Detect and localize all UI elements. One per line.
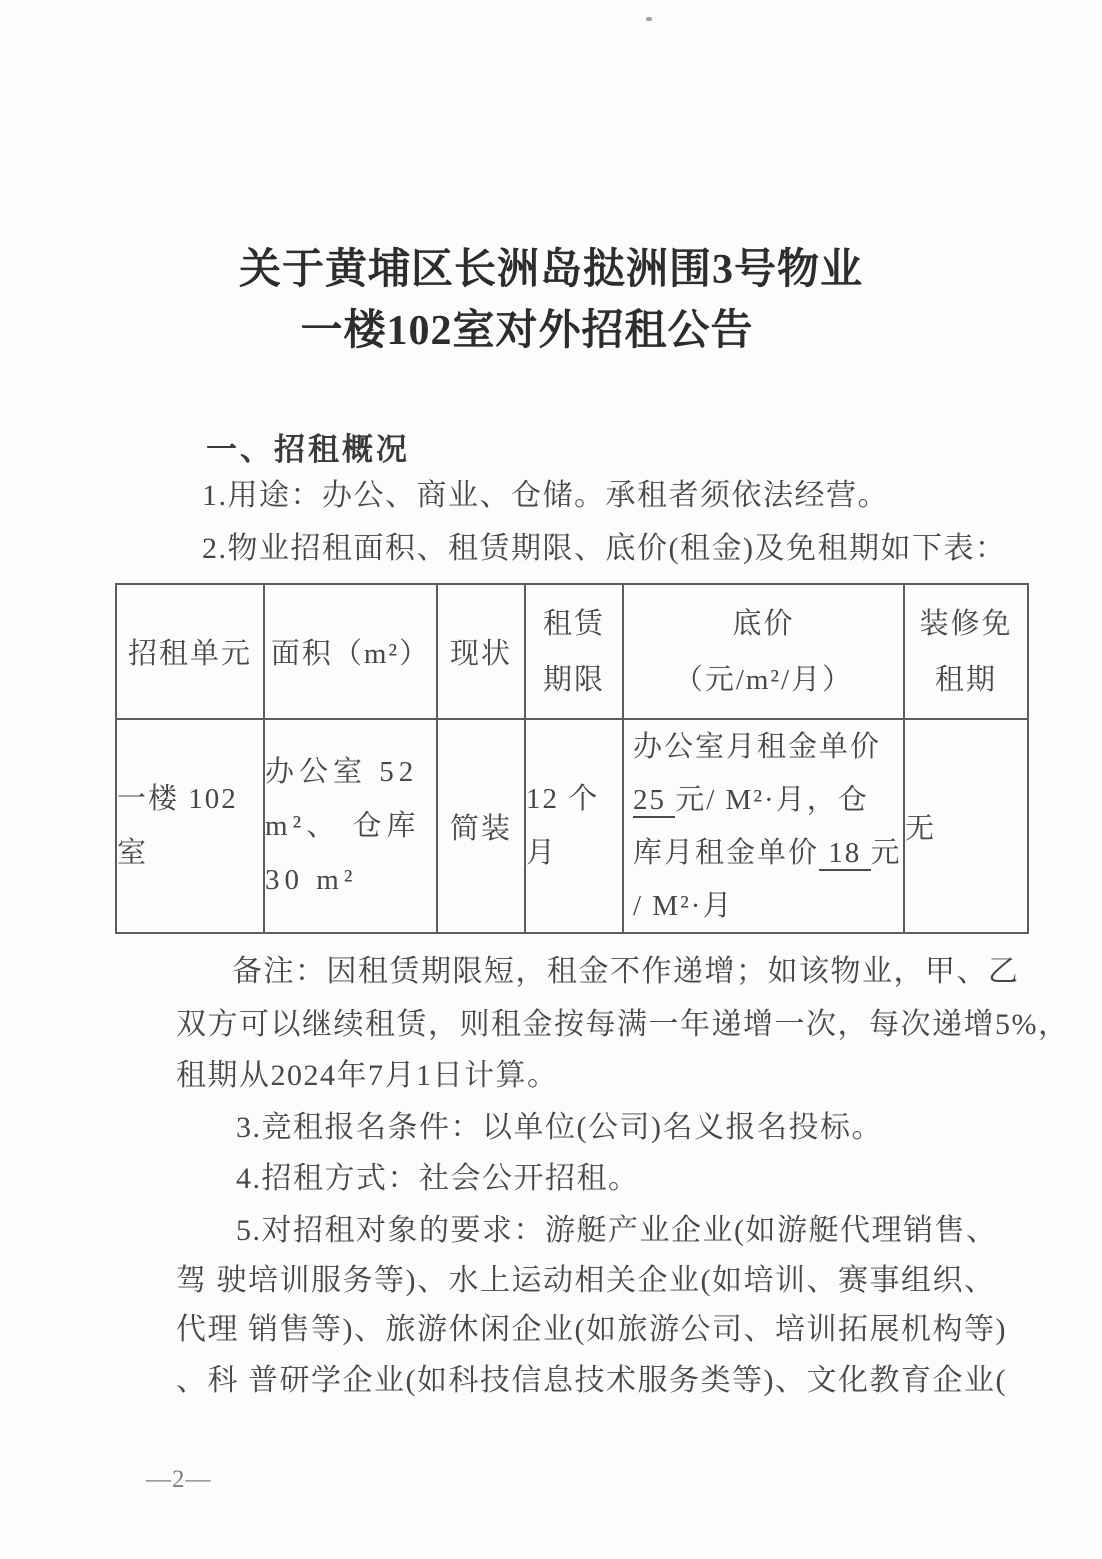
cell-area-line-3: 30 m² <box>265 864 358 896</box>
header-lease-term <box>525 584 623 719</box>
rent-table-data-row <box>116 719 1028 933</box>
cell-base-price-line-2: 25 元/ M²·月，仓 <box>633 784 869 816</box>
rent-table <box>115 583 1029 934</box>
page-number: —2— <box>146 1466 212 1493</box>
header-area: 面积（m²） <box>264 584 437 719</box>
header-base-price-line-1: 底价 <box>732 607 795 640</box>
cell-unit <box>116 719 264 933</box>
cell-rent-free: 无 <box>904 719 1028 933</box>
document-title <box>0 240 1102 362</box>
cell-area <box>264 719 437 933</box>
title-line-1: 关于黄埔区长洲岛挞洲围3号物业 <box>238 247 863 293</box>
cell-condition: 简装 <box>437 719 525 933</box>
note-line-3: 租期从2024年7月1日计算。 <box>176 1059 559 1092</box>
cell-unit-line-2: 室 <box>117 837 149 869</box>
cell-lease-term-line-1: 12 个 <box>526 783 600 815</box>
rent-table-header-row <box>116 584 1028 719</box>
paragraph-tenant-requirement-line-2: 驾 驶培训服务等)、水上运动相关企业(如培训、赛事组织、 <box>176 1264 996 1297</box>
title-line-2: 一楼102室对外招租公告 <box>300 308 754 354</box>
header-condition: 现状 <box>437 584 525 719</box>
header-lease-term-line-2: 期限 <box>542 663 605 696</box>
cell-lease-term <box>525 719 623 933</box>
header-rent-free-line-1: 装修免 <box>919 607 1013 640</box>
paragraph-tenant-requirement-line-3: 代理 销售等)、旅游休闲企业(如旅游公司、培训拓展机构等) <box>176 1313 1007 1346</box>
header-base-price-line-2: （元/m²/月） <box>673 663 854 696</box>
header-rent-free <box>904 584 1028 719</box>
scan-speck <box>646 17 652 21</box>
paragraph-tenant-requirement-line-4: 、科 普研学企业(如科技信息技术服务类等)、文化教育企业( <box>176 1364 1007 1397</box>
header-rent-free-line-2: 租期 <box>934 663 997 696</box>
cell-unit-line-1: 一楼 102 <box>117 783 238 815</box>
cell-base-price-line-1: 办公室月租金单价 <box>633 731 882 763</box>
cell-base-price-line-4: / M²·月 <box>633 890 734 922</box>
section-heading: 一、招租概况 <box>206 432 410 467</box>
cell-base-price <box>623 719 904 933</box>
paragraph-table-intro: 2.物业招租面积、租赁期限、底价(租金)及免租期如下表： <box>202 532 1007 565</box>
paragraph-usage: 1.用途：办公、商业、仓储。承租者须依法经营。 <box>202 479 889 512</box>
header-unit: 招租单元 <box>116 584 264 719</box>
header-base-price <box>623 584 904 719</box>
note-line-1: 备注：因租赁期限短，租金不作递增；如该物业，甲、乙 <box>232 955 1020 988</box>
cell-area-line-1: 办公室 52 <box>265 756 419 788</box>
paragraph-bid-condition: 3.竞租报名条件：以单位(公司)名义报名投标。 <box>236 1111 883 1144</box>
cell-area-line-2: m²、 仓库 <box>265 810 421 842</box>
header-lease-term-line-1: 租赁 <box>542 607 605 640</box>
cell-base-price-line-3: 库月租金单价 18 元 <box>633 837 902 869</box>
paragraph-lease-method: 4.招租方式：社会公开招租。 <box>236 1162 640 1195</box>
note-line-2: 双方可以继续租赁，则租金按每满一年递增一次，每次递增5%， <box>176 1008 1070 1041</box>
cell-lease-term-line-2: 月 <box>526 837 558 869</box>
paragraph-tenant-requirement-line-1: 5.对招租对象的要求：游艇产业企业(如游艇代理销售、 <box>236 1214 998 1247</box>
